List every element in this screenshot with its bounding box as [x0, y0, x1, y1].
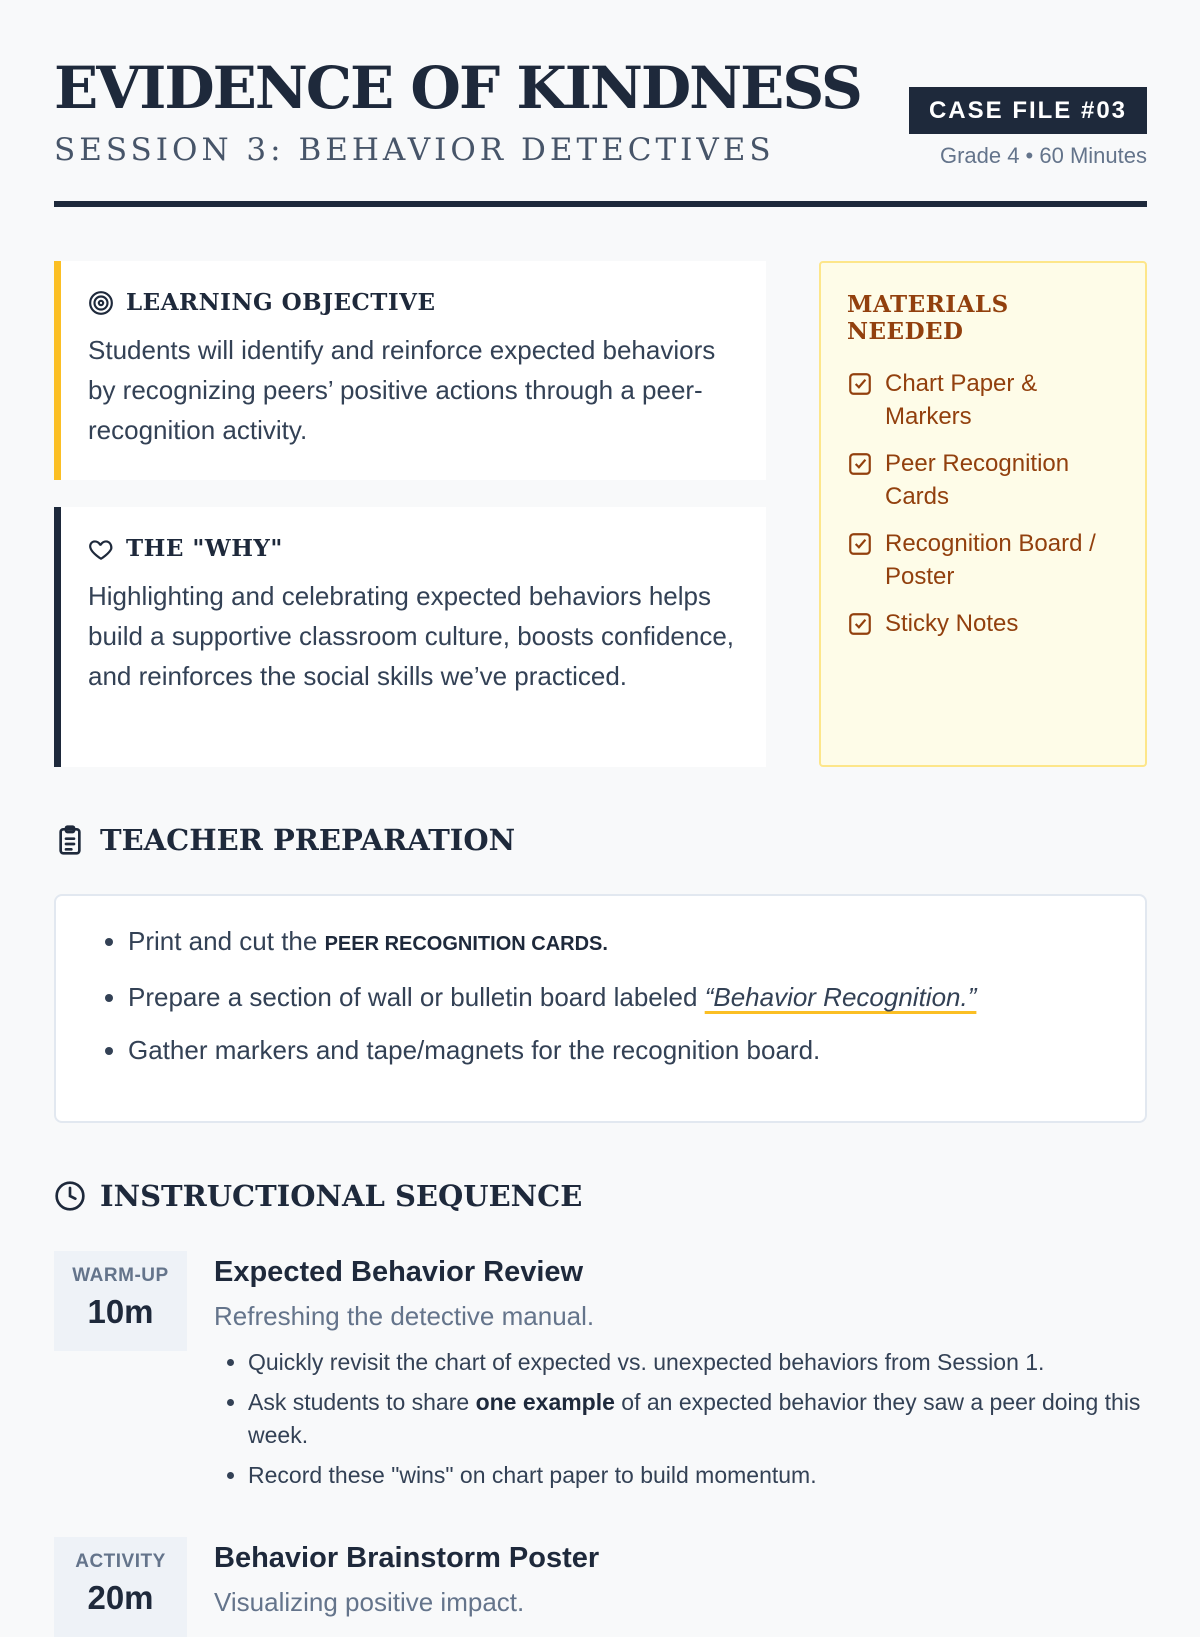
materials-list [847, 367, 1119, 640]
step-title: Behavior Brainstorm Poster [214, 1542, 600, 1574]
step-title: Expected Behavior Review [214, 1256, 584, 1288]
step-bullet-text: of an expected behavior they saw a peer doing this week. [248, 1389, 1141, 1448]
preparation-list [128, 924, 1109, 1068]
teacher-preparation-heading [54, 823, 515, 857]
page-header [54, 0, 1147, 207]
checkbox-checked-icon [847, 611, 873, 637]
teacher-preparation-label: TEACHER PREPARATION [100, 823, 516, 857]
materials-item-label: Peer Recognition Cards [885, 450, 1070, 510]
step-phase: ACTIVITY [75, 1551, 166, 1572]
materials-panel [819, 261, 1147, 767]
teacher-preparation-box [54, 894, 1147, 1123]
why-label: THE "WHY" [126, 535, 283, 562]
step-bullet-text: Quickly revisit the chart of expected vs. unexpected behaviors from Session 1. [248, 1349, 1045, 1375]
step-time-block [54, 1537, 187, 1637]
step-body [214, 1537, 1147, 1618]
materials-item [847, 607, 1119, 640]
checkbox-checked-icon [847, 531, 873, 557]
preparation-item [128, 924, 1109, 962]
learning-objective-heading [88, 289, 736, 316]
materials-item-label: Chart Paper & Markers [885, 370, 1038, 430]
page-subtitle: SESSION 3: BEHAVIOR DETECTIVES [54, 132, 775, 168]
step-bullet-text: Record these "wins" on chart paper to build momentum. [248, 1462, 817, 1488]
why-heading [88, 535, 736, 562]
instructional-sequence-label: INSTRUCTIONAL SEQUENCE [100, 1179, 583, 1213]
step-body [214, 1251, 1147, 1499]
clock-icon [54, 1180, 86, 1212]
grade-duration-meta: Grade 4 • 60 Minutes [939, 143, 1147, 168]
step-tagline: Visualizing positive impact. [214, 1587, 525, 1617]
checkbox-checked-icon [847, 371, 873, 397]
materials-heading: MATERIALS NEEDED [847, 291, 1009, 345]
page-title: EVIDENCE OF KINDNESS [54, 54, 861, 122]
learning-objective-text: Students will identify and reinforce expected behaviors by recognizing peers’ positive actions through a peer-recognition activity. [88, 335, 716, 445]
instructional-sequence-heading [54, 1179, 582, 1213]
step-bullet [248, 1459, 1147, 1492]
case-file-badge: CASE FILE #03 [909, 87, 1147, 134]
why-card [54, 507, 766, 767]
materials-item-label: Sticky Notes [885, 610, 1019, 637]
step-duration: 10m [87, 1293, 154, 1330]
preparation-item-text: Gather markers and tape/magnets for the recognition board. [128, 1035, 821, 1065]
recognition-cards-label: PEER RECOGNITION CARDS. [324, 933, 608, 955]
step-tagline: Refreshing the detective manual. [214, 1301, 595, 1331]
board-label-highlight: “Behavior Recognition.” [704, 982, 977, 1012]
target-icon [88, 290, 114, 316]
materials-item-label: Recognition Board / Poster [885, 530, 1096, 590]
checkbox-checked-icon [847, 451, 873, 477]
lesson-plan-page [54, 0, 1147, 1617]
preparation-item [128, 1033, 1109, 1068]
step-bullets [214, 1346, 1147, 1492]
materials-item [847, 527, 1119, 593]
preparation-item-text: Print and cut the [128, 926, 325, 956]
step-bullet [248, 1346, 1147, 1379]
clipboard-icon [54, 824, 86, 856]
preparation-item [128, 980, 1109, 1015]
preparation-item-text: Prepare a section of wall or bulletin board labeled [128, 982, 705, 1012]
step-duration: 20m [87, 1579, 154, 1616]
learning-objective-card [54, 261, 766, 480]
step-bullet [248, 1386, 1147, 1452]
step-bullet-emphasis: one example [475, 1389, 615, 1415]
step-time-block [54, 1251, 187, 1351]
step-phase: WARM-UP [72, 1265, 169, 1286]
heart-icon [88, 536, 114, 562]
step-bullet-text: Ask students to share [248, 1389, 476, 1415]
why-text: Highlighting and celebrating expected behaviors helps build a supportive classroom culture, boosts confidence, and reinforces the social skills we’ve practiced. [88, 581, 735, 691]
learning-objective-label: LEARNING OBJECTIVE [126, 289, 436, 316]
materials-item [847, 367, 1119, 433]
materials-item [847, 447, 1119, 513]
